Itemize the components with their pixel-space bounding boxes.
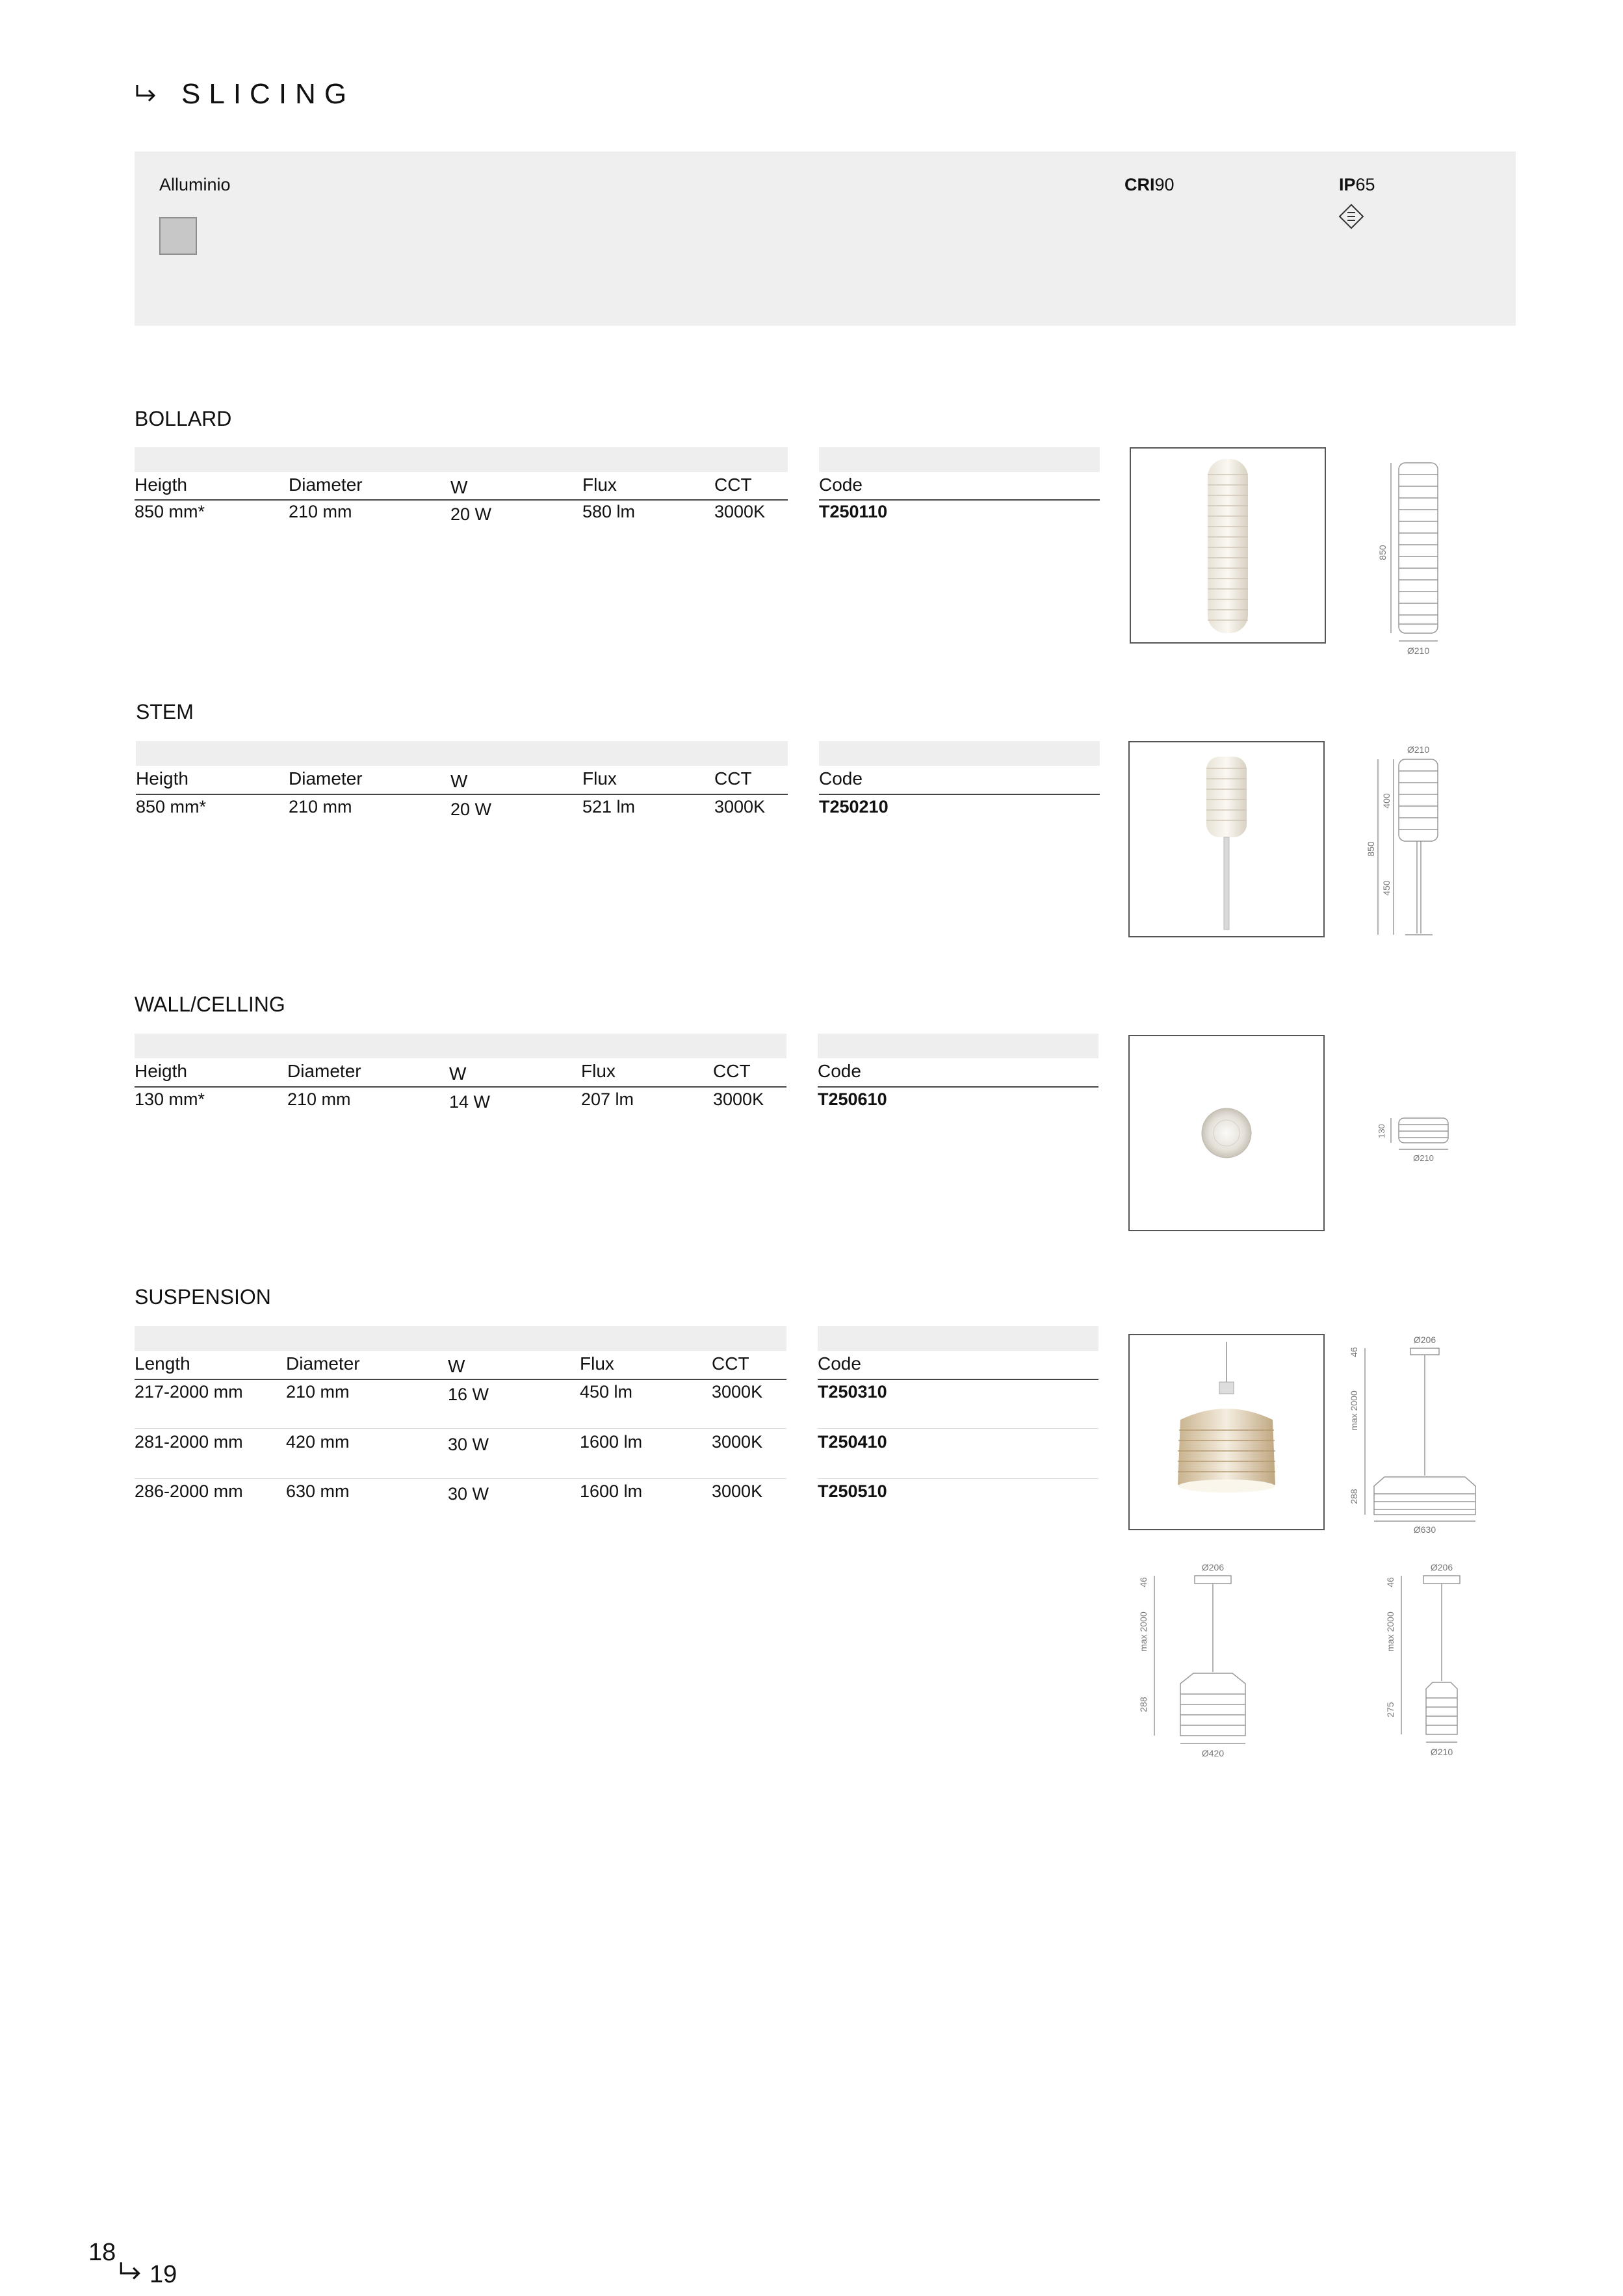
- material-swatch: [159, 217, 197, 255]
- section-title-stem: STEM: [136, 700, 194, 724]
- col-flux: Flux: [582, 475, 617, 495]
- dim-diameter: Ø210: [1413, 1153, 1434, 1163]
- col-cct: CCT: [714, 475, 752, 495]
- spec-header-bar: [136, 741, 788, 766]
- section-title-bollard: BOLLARD: [135, 407, 232, 430]
- technical-drawing-suspension-630: [1345, 1326, 1521, 1541]
- cell-watt: 16 W: [448, 1385, 489, 1404]
- page-title: SLICING: [181, 78, 356, 110]
- dim-b: max 2000: [1385, 1611, 1396, 1652]
- cell-flux: 1600 lm: [580, 1432, 643, 1452]
- cell-height: 850 mm*: [135, 502, 205, 521]
- cell-flux: 207 lm: [581, 1089, 634, 1109]
- dim-top: Ø210: [1407, 744, 1430, 755]
- col-cct: CCT: [713, 1061, 751, 1081]
- cell-watt: 14 W: [449, 1092, 491, 1112]
- code-header-bar: [819, 741, 1100, 766]
- header-rule: [136, 794, 788, 795]
- cell-code: T250510: [818, 1481, 887, 1501]
- col-diameter: Diameter: [287, 1061, 361, 1081]
- cell-diameter: 420 mm: [286, 1432, 350, 1452]
- cell-diameter: 210 mm: [289, 797, 352, 816]
- product-photo-stem: [1128, 741, 1325, 937]
- code-header-bar: [819, 447, 1100, 472]
- cell-diameter: 210 mm: [286, 1382, 350, 1402]
- cell-length: 286-2000 mm: [135, 1481, 243, 1501]
- dim-c: 288: [1349, 1489, 1359, 1504]
- col-diameter: Diameter: [289, 768, 363, 789]
- dim-a: 400: [1381, 793, 1392, 809]
- technical-drawing-wall: [1365, 1099, 1469, 1177]
- cell-flux: 580 lm: [582, 502, 636, 521]
- header-rule: [818, 1379, 1098, 1380]
- col-watt: W: [450, 771, 468, 791]
- product-photo-wall: [1128, 1035, 1325, 1231]
- ip-label: IP65: [1339, 175, 1375, 194]
- dim-a: 46: [1138, 1577, 1149, 1587]
- cell-height: 130 mm*: [135, 1089, 205, 1109]
- cell-flux: 1600 lm: [580, 1481, 643, 1501]
- section-title-wall: WALL/CELLING: [135, 993, 285, 1016]
- col-watt: W: [449, 1063, 467, 1084]
- dim-b: max 2000: [1138, 1611, 1149, 1652]
- cell-cct: 3000K: [714, 797, 766, 816]
- cell-watt: 30 W: [448, 1435, 489, 1454]
- dim-diameter: Ø210: [1407, 646, 1430, 656]
- col-code: Code: [818, 1353, 861, 1374]
- col-flux: Flux: [580, 1353, 614, 1374]
- cell-watt: 30 W: [448, 1484, 489, 1504]
- cell-length: 217-2000 mm: [135, 1382, 243, 1402]
- row-divider: [818, 1478, 1098, 1479]
- header-rule: [135, 1379, 786, 1380]
- product-photo-bollard: [1130, 447, 1326, 644]
- cell-code: T250410: [818, 1432, 887, 1452]
- technical-drawing-suspension-210: [1378, 1560, 1508, 1781]
- cell-flux: 450 lm: [580, 1382, 633, 1402]
- page-number-left: 18: [88, 2239, 116, 2266]
- row-divider: [135, 1428, 786, 1429]
- cell-length: 281-2000 mm: [135, 1432, 243, 1452]
- technical-drawing-stem: [1365, 741, 1469, 949]
- col-height: Heigth: [136, 768, 188, 789]
- header-rule: [135, 499, 788, 501]
- col-diameter: Diameter: [286, 1353, 360, 1374]
- dim-c: 275: [1385, 1702, 1396, 1717]
- col-watt: W: [448, 1356, 465, 1376]
- code-header-bar: [818, 1326, 1098, 1351]
- dim-c: 450: [1381, 880, 1392, 896]
- col-height: Heigth: [135, 1061, 187, 1081]
- header-rule: [818, 1086, 1098, 1088]
- dim-height: 850: [1377, 545, 1388, 560]
- cell-cct: 3000K: [714, 502, 766, 521]
- spec-header-bar: [135, 1034, 786, 1058]
- col-flux: Flux: [581, 1061, 616, 1081]
- col-cct: CCT: [714, 768, 752, 789]
- col-height: Heigth: [135, 475, 187, 495]
- cell-height: 850 mm*: [136, 797, 207, 816]
- dim-top: Ø206: [1430, 1562, 1453, 1572]
- cri-label: CRI90: [1124, 175, 1175, 194]
- ip-rating-icon: [1337, 202, 1366, 231]
- return-arrow-icon: [133, 81, 159, 107]
- page-header: [133, 78, 355, 111]
- cell-cct: 3000K: [712, 1432, 763, 1452]
- code-header-bar: [818, 1034, 1098, 1058]
- col-code: Code: [819, 475, 863, 495]
- dim-a: 46: [1385, 1577, 1396, 1587]
- technical-drawing-bollard: [1365, 449, 1469, 663]
- dim-d: Ø420: [1201, 1748, 1225, 1758]
- dim-top: Ø206: [1413, 1335, 1436, 1345]
- cell-code: T250110: [819, 502, 888, 521]
- row-divider: [135, 1478, 786, 1479]
- return-arrow-icon: [117, 2258, 144, 2286]
- product-photo-suspension: [1128, 1334, 1325, 1530]
- material-info-bar: [135, 151, 1516, 326]
- cell-flux: 521 lm: [582, 797, 636, 816]
- row-divider: [818, 1428, 1098, 1429]
- col-length: Length: [135, 1353, 190, 1374]
- cell-diameter: 210 mm: [289, 502, 352, 521]
- cell-cct: 3000K: [713, 1089, 764, 1109]
- material-label: Alluminio: [159, 175, 231, 194]
- cell-code: T250610: [818, 1089, 887, 1109]
- dim-d: Ø630: [1413, 1524, 1436, 1535]
- cell-cct: 3000K: [712, 1382, 763, 1402]
- header-rule: [135, 1086, 786, 1088]
- cell-code: T250310: [818, 1382, 887, 1402]
- header-rule: [819, 499, 1100, 501]
- page-number-right: 19: [149, 2261, 177, 2288]
- dim-b: max 2000: [1349, 1390, 1359, 1431]
- dim-top: Ø206: [1201, 1562, 1225, 1572]
- cell-diameter: 210 mm: [287, 1089, 351, 1109]
- spec-header-bar: [135, 447, 788, 472]
- col-watt: W: [450, 477, 468, 497]
- dim-height: 130: [1377, 1124, 1386, 1138]
- col-code: Code: [819, 768, 863, 789]
- col-cct: CCT: [712, 1353, 749, 1374]
- col-flux: Flux: [582, 768, 617, 789]
- dim-d: Ø210: [1430, 1747, 1453, 1757]
- dim-c: 288: [1138, 1697, 1149, 1712]
- cell-diameter: 630 mm: [286, 1481, 350, 1501]
- cell-code: T250210: [819, 797, 889, 816]
- dim-b: 850: [1366, 841, 1376, 857]
- cell-cct: 3000K: [712, 1481, 763, 1501]
- col-code: Code: [818, 1061, 861, 1081]
- header-rule: [819, 794, 1100, 795]
- cell-watt: 20 W: [450, 800, 492, 819]
- dim-a: 46: [1349, 1347, 1359, 1357]
- cell-watt: 20 W: [450, 504, 492, 524]
- spec-header-bar: [135, 1326, 786, 1351]
- section-title-suspension: SUSPENSION: [135, 1285, 271, 1309]
- technical-drawing-suspension-420: [1131, 1560, 1287, 1781]
- col-diameter: Diameter: [289, 475, 363, 495]
